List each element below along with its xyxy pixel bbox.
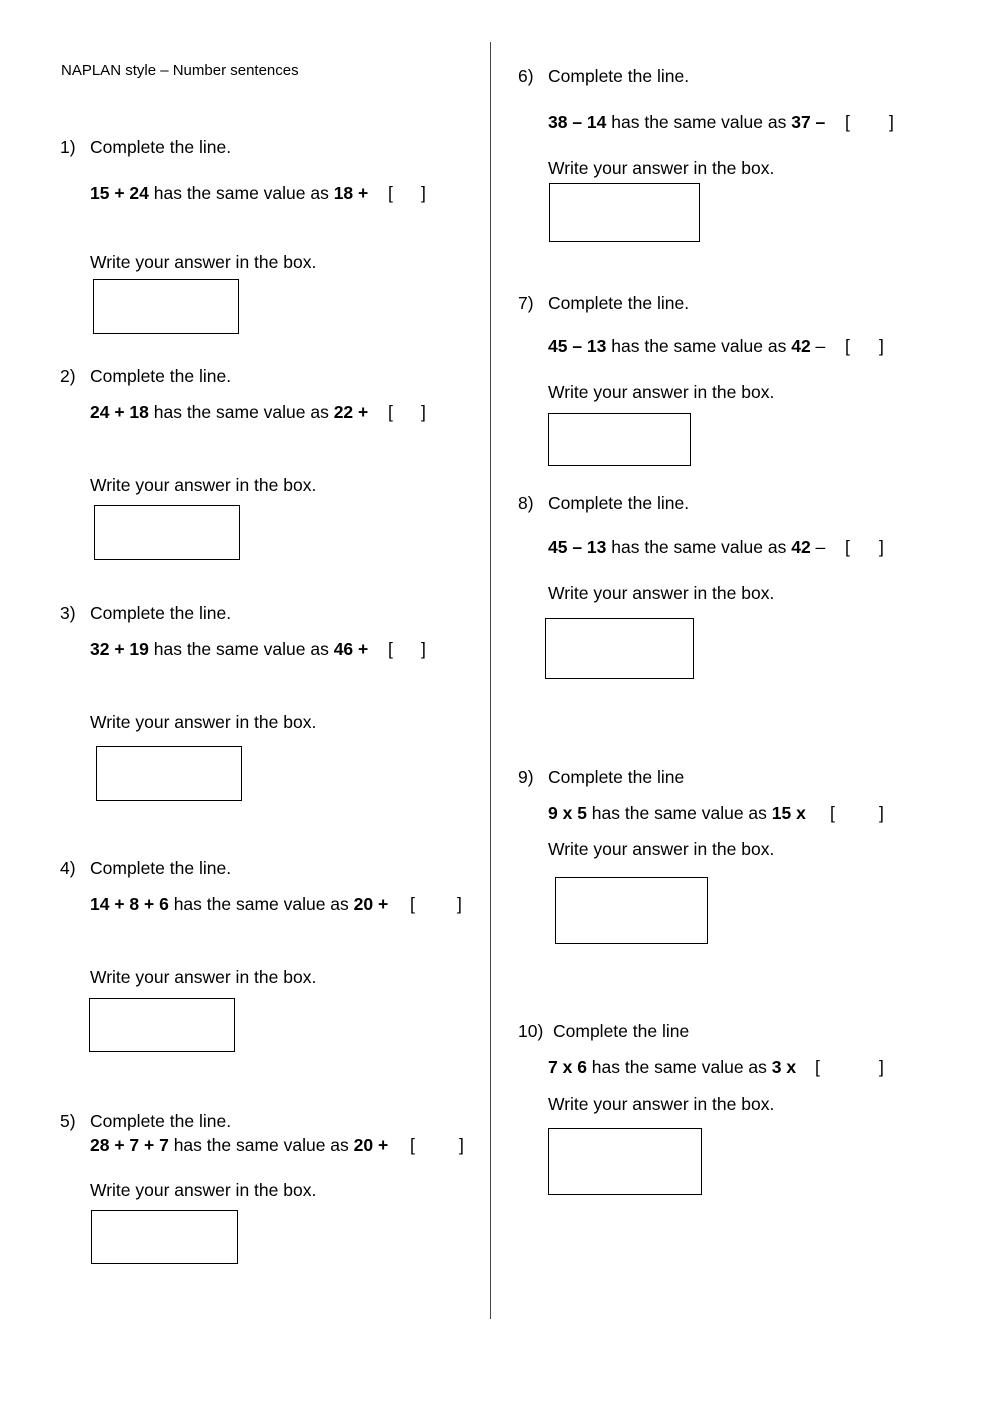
- expression: 38 – 14: [548, 112, 607, 132]
- same-value-text: has the same value as: [606, 112, 792, 132]
- number-sentence: [548, 539, 825, 557]
- answer-box[interactable]: [548, 1128, 702, 1195]
- expression: 45 – 13: [548, 336, 607, 356]
- answer-box[interactable]: [94, 505, 240, 560]
- number-sentence: [90, 404, 368, 422]
- question-instruction: Complete the line.: [90, 366, 232, 386]
- same-value-text: has the same value as: [586, 803, 772, 823]
- open-bracket: [: [830, 803, 835, 823]
- target-expression: 22 +: [333, 402, 369, 422]
- close-bracket: ]: [879, 803, 884, 823]
- question-number: 4): [60, 858, 76, 878]
- page-title: NAPLAN style – Number sentences: [61, 62, 299, 79]
- answer-box[interactable]: [91, 1210, 238, 1264]
- target-expression: 15 x: [771, 803, 806, 823]
- question-instruction: Complete the line.: [90, 137, 232, 157]
- answer-prompt: Write your answer in the box.: [548, 839, 775, 859]
- target-expression: 20 +: [353, 894, 389, 914]
- open-bracket: [: [845, 336, 850, 356]
- answer-box[interactable]: [89, 998, 235, 1052]
- close-bracket: ]: [879, 1057, 884, 1077]
- open-bracket: [: [845, 537, 850, 557]
- question-number: 5): [60, 1111, 76, 1131]
- answer-prompt: Write your answer in the box.: [548, 158, 775, 178]
- question-number: 3): [60, 603, 76, 623]
- number-sentence: [548, 114, 825, 132]
- answer-box[interactable]: [549, 183, 700, 242]
- same-value-text: has the same value as: [606, 336, 792, 356]
- number-sentence: [548, 805, 806, 823]
- same-value-text: has the same value as: [606, 537, 792, 557]
- number-sentence: [90, 1137, 388, 1155]
- question-number: 6): [518, 66, 534, 86]
- open-bracket: [: [410, 894, 415, 914]
- question-instruction: Complete the line: [553, 1021, 690, 1041]
- target-expression: 37 –: [791, 112, 826, 132]
- close-bracket: ]: [459, 1135, 464, 1155]
- expression: 24 + 18: [90, 402, 149, 422]
- open-bracket: [: [815, 1057, 820, 1077]
- answer-box[interactable]: [93, 279, 239, 334]
- expression: 45 – 13: [548, 537, 607, 557]
- number-sentence: [90, 641, 368, 659]
- same-value-text: has the same value as: [586, 1057, 772, 1077]
- expression: 7 x 6: [548, 1057, 587, 1077]
- number-sentence: [548, 1059, 796, 1077]
- answer-prompt: Write your answer in the box.: [90, 967, 317, 987]
- close-bracket: ]: [879, 537, 884, 557]
- same-value-text: has the same value as: [168, 894, 354, 914]
- target-expression: 42: [791, 336, 811, 356]
- open-bracket: [: [410, 1135, 415, 1155]
- question-instruction: Complete the line.: [90, 858, 232, 878]
- same-value-text: has the same value as: [148, 183, 334, 203]
- expression: 9 x 5: [548, 803, 587, 823]
- answer-prompt: Write your answer in the box.: [90, 252, 317, 272]
- answer-box[interactable]: [548, 413, 691, 466]
- answer-prompt: Write your answer in the box.: [90, 475, 317, 495]
- answer-prompt: Write your answer in the box.: [548, 382, 775, 402]
- same-value-text: has the same value as: [148, 639, 334, 659]
- question-instruction: Complete the line.: [90, 1111, 232, 1131]
- question-number: 8): [518, 493, 534, 513]
- answer-prompt: Write your answer in the box.: [90, 712, 317, 732]
- close-bracket: ]: [421, 639, 426, 659]
- answer-box[interactable]: [545, 618, 694, 679]
- close-bracket: ]: [421, 402, 426, 422]
- question-instruction: Complete the line.: [548, 66, 690, 86]
- target-expression: 42: [791, 537, 811, 557]
- column-divider: [490, 42, 491, 1319]
- question-instruction: Complete the line.: [548, 293, 690, 313]
- question-instruction: Complete the line.: [90, 603, 232, 623]
- open-bracket: [: [388, 402, 393, 422]
- answer-box[interactable]: [96, 746, 242, 801]
- open-bracket: [: [845, 112, 850, 132]
- close-bracket: ]: [457, 894, 462, 914]
- same-value-text: has the same value as: [148, 402, 334, 422]
- answer-prompt: Write your answer in the box.: [548, 1094, 775, 1114]
- question-number: 2): [60, 366, 76, 386]
- answer-box[interactable]: [555, 877, 708, 944]
- question-number: 7): [518, 293, 534, 313]
- open-bracket: [: [388, 183, 393, 203]
- expression: 15 + 24: [90, 183, 149, 203]
- close-bracket: ]: [889, 112, 894, 132]
- target-operator: –: [810, 537, 826, 557]
- answer-prompt: Write your answer in the box.: [90, 1180, 317, 1200]
- question-number: 1): [60, 137, 76, 157]
- question-number: 10): [518, 1021, 544, 1041]
- target-expression: 18 +: [333, 183, 369, 203]
- number-sentence: [548, 338, 825, 356]
- target-expression: 20 +: [353, 1135, 389, 1155]
- number-sentence: [90, 896, 388, 914]
- close-bracket: ]: [879, 336, 884, 356]
- target-expression: 46 +: [333, 639, 369, 659]
- question-number: 9): [518, 767, 534, 787]
- question-instruction: Complete the line: [548, 767, 685, 787]
- expression: 14 + 8 + 6: [90, 894, 169, 914]
- number-sentence: [90, 185, 368, 203]
- target-operator: –: [810, 336, 826, 356]
- open-bracket: [: [388, 639, 393, 659]
- expression: 28 + 7 + 7: [90, 1135, 169, 1155]
- expression: 32 + 19: [90, 639, 149, 659]
- target-expression: 3 x: [771, 1057, 797, 1077]
- same-value-text: has the same value as: [168, 1135, 354, 1155]
- close-bracket: ]: [421, 183, 426, 203]
- question-instruction: Complete the line.: [548, 493, 690, 513]
- answer-prompt: Write your answer in the box.: [548, 583, 775, 603]
